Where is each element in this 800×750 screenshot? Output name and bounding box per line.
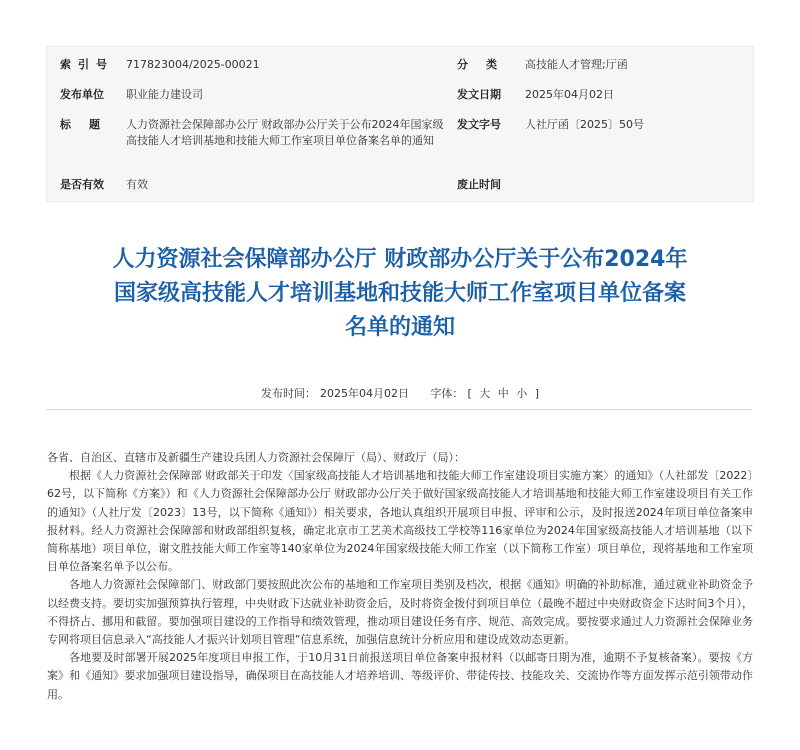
- article-title-line: 名单的通知: [344, 315, 455, 340]
- article-title-line: 人力资源社会保障部办公厅 财政部办公厅关于公布2024年: [112, 247, 688, 272]
- font-bracket-open: [: [467, 387, 472, 400]
- issuer-value: 职业能力建设司: [126, 88, 203, 101]
- font-size-medium-button[interactable]: 中: [497, 387, 509, 400]
- document-metadata-panel: [46, 46, 754, 202]
- body-paragraph: 根据《人力资源社会保障部 财政部关于印发〈国家级高技能人才培训基地和技能大师工作室建设项目实施方案〉的通知》（人社部发〔2022〕62号，以下简称《方案》）和《人力资源社会保障部办公厅 财政部办公厅关于做好国家级高技能人才培训基地和技能大师工作室建设项目有关工作的通知》（人社厅发〔2023〕13号，以下简称《通知》）相关要求，各地认真组织开展项目申报、评审和公示，及时报送2024年项目单位备案申报材料。经人力资源社会保障部和财政部组织复核，确定北京市工艺美术高级技工学校等116家单位为2024年国家级高技能人才培训基地（以下简称基地）项目单位，谢文胜技能大师工作室等140家单位为2024年国家级技能大师工作室（以下简称工作室）项目单位，现将基地和工作室项目单位备案名单予以公布。: [47, 469, 753, 574]
- category-value: 高技能人才管理;厅函: [525, 58, 628, 71]
- index-label: 索引号: [60, 58, 114, 71]
- article-title: [40, 243, 760, 345]
- body-paragraph: 各地人力资源社会保障部门、财政部门要按照此次公布的基地和工作室项目类别及档次，根据《通知》明确的补助标准，通过就业补助资金予以经费支持。要切实加强预算执行管理，中央财政下达就业补助资金后，及时将资金拨付到项目单位（最晚不超过中央财政资金下达时间3个月），不得挤占、挪用和截留。要加强项目建设的工作指导和绩效管理，推动项目建设任务有序、规范、高效完成。要按要求通过人力资源社会保障业务专网将项目信息录入“高技能人才振兴计划项目管理”信息系统，加强信息统计分析应用和建设成效动态更新。: [47, 578, 753, 647]
- issue-date-value: 2025年04月02日: [525, 88, 614, 101]
- font-size-small-button[interactable]: 小: [516, 387, 528, 400]
- issue-date-label: 发文日期: [457, 88, 501, 101]
- title-value: 人力资源社会保障部办公厅 财政部办公厅关于公布2024年国家级高技能人才培训基地和技能大师工作室项目单位备案名单的通知: [126, 118, 444, 147]
- expiry-label: 废止时间: [457, 178, 501, 191]
- salutation: 各省、自治区、直辖市及新疆生产建设兵团人力资源社会保障厅（局）、财政厅（局）：: [47, 451, 465, 464]
- divider: [46, 409, 752, 410]
- category-label: 分类: [457, 58, 515, 71]
- issuer-label: 发布单位: [60, 88, 104, 101]
- publish-info-bar: [0, 385, 800, 401]
- title-label: 标题: [60, 118, 118, 131]
- article-title-line: 国家级高技能人才培训基地和技能大师工作室项目单位备案: [113, 281, 686, 306]
- validity-label: 是否有效: [60, 178, 104, 191]
- body-paragraph: 各地要及时部署开展2025年度项目申报工作，于10月31日前报送项目单位备案申报材料（以邮寄日期为准，逾期不予复核备案）。要按《方案》和《通知》要求加强项目建设指导，确保项目在高技能人才培养培训、等级评价、带徒传技、技能攻关、交流协作等方面发挥示范引领带动作用。: [47, 651, 753, 701]
- doc-number-label: 发文字号: [457, 118, 501, 131]
- publish-time-label: 发布时间：: [260, 387, 316, 400]
- font-size-large-button[interactable]: 大: [479, 387, 491, 400]
- doc-number-value: 人社厅函〔2025〕50号: [525, 118, 644, 131]
- validity-value: 有效: [126, 178, 148, 191]
- font-bracket-close: ]: [534, 387, 540, 400]
- font-size-label: 字体：: [430, 387, 464, 400]
- article-body: [47, 449, 753, 704]
- index-value: 717823004/2025-00021: [126, 58, 260, 71]
- publish-time-value: 2025年04月02日: [319, 387, 409, 400]
